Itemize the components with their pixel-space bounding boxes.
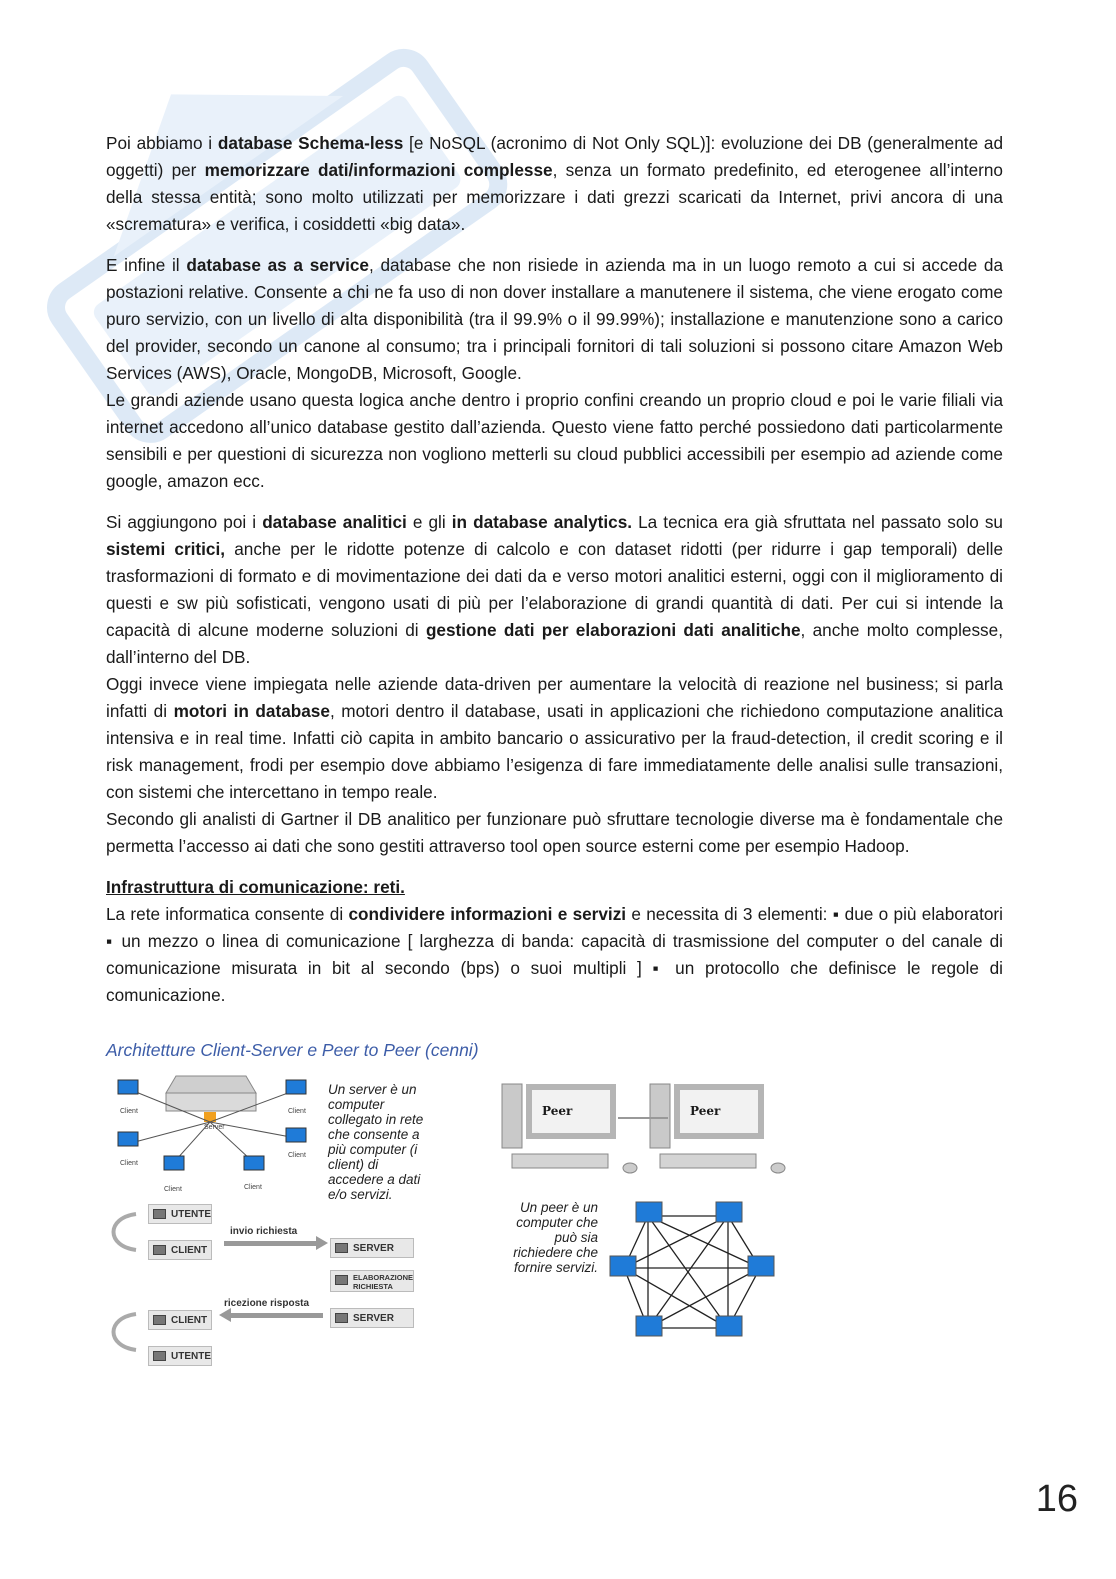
pc-tower-icon <box>650 1084 670 1148</box>
bold-text: gestione dati per elaborazioni dati analitiche <box>425 620 801 640</box>
text-run: [e NoSQL (acronimo di Not Only SQL)]: evoluzione dei DB (generalmente ad oggetti) per <box>106 133 1004 180</box>
processing-icon <box>335 1275 348 1285</box>
text-run: e gli <box>406 512 452 532</box>
client-monitor-icon <box>164 1156 184 1170</box>
bold-text: motori in database <box>173 701 330 721</box>
bold-text: sistemi critici, <box>106 539 226 559</box>
mouse-icon <box>771 1163 785 1173</box>
peer-node-icon <box>716 1202 742 1222</box>
paragraph-dbaas <box>106 252 1003 387</box>
server-caption: Server <box>204 1124 225 1131</box>
mouse-icon <box>623 1163 637 1173</box>
server-box: SERVER <box>330 1308 414 1328</box>
processing-box: ELABORAZIONE RICHIESTA <box>330 1270 414 1292</box>
document-body <box>106 130 1003 1009</box>
client-monitor-icon <box>286 1128 306 1142</box>
text-run: e necessita di 3 elementi: ▪ due o più elaboratori ▪ un mezzo o linea di comunicazione [ larghezza di banda: capacità di trasmissione del computer o del canale di comunicazione misurata in bit al secondo (bps) o suoi multipli ] ▪ un protocollo che definisce le regole di comunicazione. <box>106 904 1003 1005</box>
utente-box: UTENTE <box>148 1204 212 1224</box>
bold-text: condividere informazioni e servizi <box>348 904 627 924</box>
client-server-diagram <box>106 1068 436 1368</box>
text-run: , motori dentro il database, usati in applicazioni che richiedono computazione analitica intensiva e in real time. Infatti ciò capita in ambito bancario o assicurativo per la fraud-detection, il credit scoring e il risk management, frodi per esempio dove abbiamo l’esigenza di fare immediatamente delle analisi sulle transazioni, con sistemi che intercettano in tempo reale. <box>106 701 1003 802</box>
client-caption: Client <box>288 1108 306 1115</box>
server-small-icon <box>335 1313 348 1323</box>
text-run: La tecnica era già sfruttata nel passato solo su <box>632 512 1003 532</box>
client-icon <box>153 1315 166 1325</box>
peer-node-icon <box>716 1316 742 1336</box>
server-small-icon <box>335 1243 348 1253</box>
client-caption: Client <box>120 1160 138 1167</box>
client-caption: Client <box>164 1186 182 1193</box>
request-arrow-icon <box>224 1236 328 1250</box>
text-run: La rete informatica consente di <box>106 904 349 924</box>
client-box: CLIENT <box>148 1310 212 1330</box>
bold-text: database Schema-less <box>217 133 404 153</box>
text-run: anche per le ridotte potenze di calcolo e con dataset ridotti (per ridurre i gap temporali) delle trasformazioni di formato e di movimentazione dei dati da e verso motori analitici esterni, oggi con il miglioramento di questi e sw più sofisticati, vengono usati di più per l’elaborazione di grandi quantità di dati. Per cui si intende la capacità di alcune moderne soluzioni di <box>106 539 1004 640</box>
text-run: Poi abbiamo i <box>106 133 218 153</box>
bold-text: database as a service <box>186 255 369 275</box>
paragraph-private-cloud <box>106 387 1003 495</box>
paragraph-gartner <box>106 806 1003 860</box>
bold-text: memorizzare dati/informazioni complesse <box>204 160 553 180</box>
peer-monitor-left: Peer <box>526 1084 616 1139</box>
keyboard-icon <box>660 1154 756 1168</box>
client-monitor-icon <box>118 1132 138 1146</box>
text-run: Secondo gli analisti di Gartner il DB analitico per funzionare può sfruttare tecnologie diverse ma è fondamentale che permetta l’accesso ai dati che sono gestiti attraverso tool open source esterni come per esempio Hadoop. <box>106 809 1003 856</box>
text-run: Le grandi aziende usano questa logica anche dentro i proprio confini creando un proprio cloud e poi le varie filiali via internet accedono all’unico database gestito dall’azienda. Questo viene fatto perché possiedono dati particolarmente sensibili e per questioni di sicurezza non vogliono metterli su cloud pubblici accessibili per esempio ad aziende come google, amazon ecc. <box>106 390 1003 491</box>
peer-monitor-right: Peer <box>674 1084 764 1139</box>
client-caption: Client <box>120 1108 138 1115</box>
paragraph-analytics <box>106 509 1003 671</box>
user-icon <box>153 1351 166 1361</box>
server-box: SERVER <box>330 1238 414 1258</box>
client-icon <box>153 1245 166 1255</box>
peer-description: Un peer è un computer che può sia richiedere che fornire servizi. <box>513 1200 598 1275</box>
page-number: 16 <box>1035 1478 1078 1520</box>
text-run: , senza un formato predefinito, ed eterogenee all’interno della stessa entità; sono molto utilizzati per memorizzare i dati grezzi scaricati da Internet, privi ancora di una «scrematura» e verifica, i cosiddetti «big data». <box>106 160 1003 234</box>
paragraph-schema-less <box>106 130 1003 238</box>
client-monitor-icon <box>244 1156 264 1170</box>
pc-tower-icon <box>502 1084 522 1148</box>
section-heading: Infrastruttura di comunicazione: reti. <box>106 877 405 897</box>
server-icon <box>166 1076 256 1122</box>
text-run: Si aggiungono poi i <box>106 512 263 532</box>
text-run: E infine il <box>106 255 187 275</box>
diagram-title: Architetture Client-Server e Peer to Peer (cenni) <box>106 1040 479 1060</box>
request-label: invio richiesta <box>230 1226 298 1237</box>
response-arrow-icon <box>219 1308 323 1322</box>
client-monitor-icon <box>118 1080 138 1094</box>
utente-box: UTENTE <box>148 1346 212 1366</box>
bold-text: in database analytics. <box>451 512 633 532</box>
response-label: ricezione risposta <box>224 1298 310 1309</box>
loop-arrow-icon <box>114 1214 137 1250</box>
client-caption: Client <box>244 1184 262 1191</box>
peer-to-peer-diagram <box>498 1068 798 1348</box>
text-run: , anche molto complesse, dall’interno del DB. <box>106 620 1003 667</box>
bold-text: database analitici <box>262 512 407 532</box>
paragraph-in-database-engines <box>106 671 1003 806</box>
peer-node-icon <box>636 1316 662 1336</box>
peer-node-icon <box>748 1256 774 1276</box>
text-run: , database che non risiede in azienda ma in un luogo remoto a cui si accede da postazioni relative. Consente a chi ne fa uso di non dover installare a manutenere il sistema, che viene erogato come puro servizio, con un livello di alta disponibilità (tra il 99.9% o il 99.99%); installazione e manutenzione sono a carico del provider, secondo un canone al consumo; tra i principali fornitori di tali soluzioni si possono citare Amazon Web Services (AWS), Oracle, MongoDB, Microsoft, Google. <box>106 255 1004 383</box>
peer-node-icon <box>636 1202 662 1222</box>
loop-arrow-icon <box>114 1314 137 1350</box>
server-description: Un server è un computer collegato in rete che consente a più computer (i client) di accedere a dati e/o servizi. <box>328 1082 424 1202</box>
user-icon <box>153 1209 166 1219</box>
client-monitor-icon <box>286 1080 306 1094</box>
text-run: Oggi invece viene impiegata nelle aziende data-driven per aumentare la velocità di reazione nel business; si parla infatti di <box>106 674 1003 721</box>
paragraph-network <box>106 901 1003 1009</box>
client-caption: Client <box>288 1152 306 1159</box>
peer-node-icon <box>610 1256 636 1276</box>
keyboard-icon <box>512 1154 608 1168</box>
client-box: CLIENT <box>148 1240 212 1260</box>
